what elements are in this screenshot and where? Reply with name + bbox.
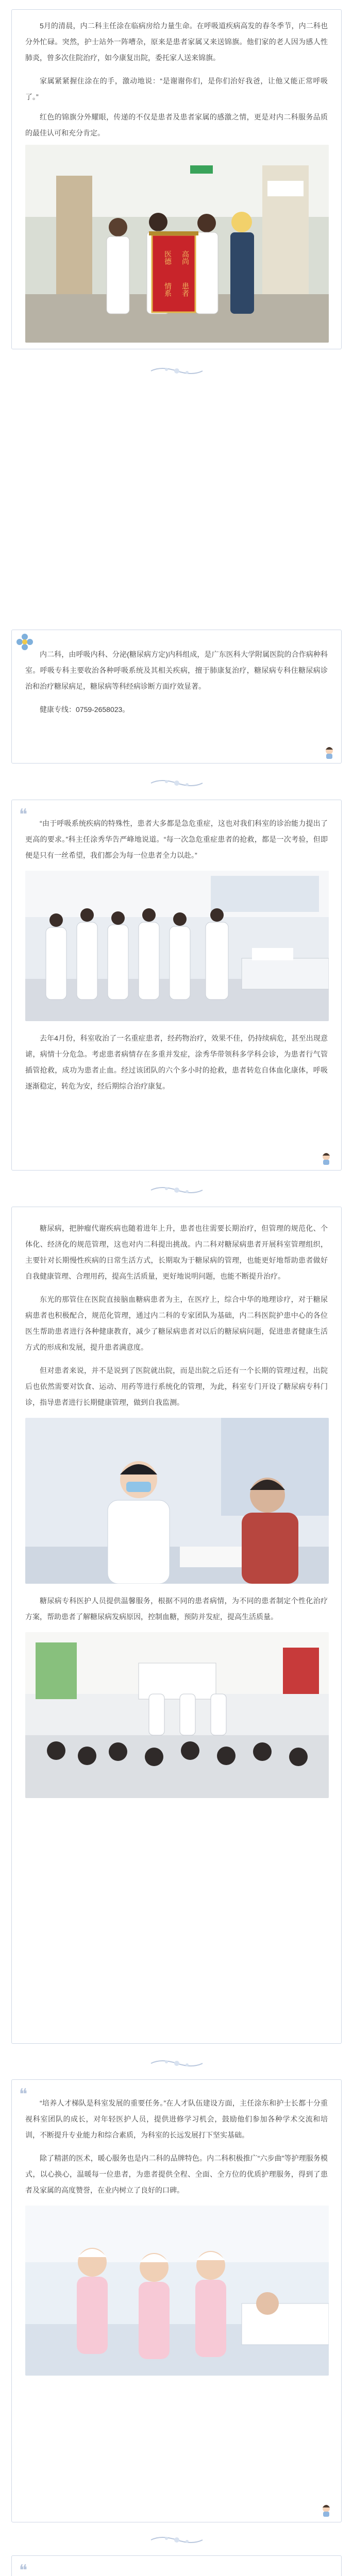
photo-consultation <box>25 1418 329 1584</box>
card-emergency-care <box>11 800 342 1171</box>
paragraph: 家属紧紧握住涂在的手，激动地说：“是谢谢你们，是你们治好我爸，让他又能正常呼吸了。” <box>25 77 328 101</box>
paragraph: 东光的那管住在医院直接脑血糖病患者为主，在医疗上，综合中华的地理诊疗，对于糖尿病患者也积极配合，规范化管理，通过内二科的专家团队为基础，内二科医院护患中心的各位医生帮助患者进行各种健康教育，减少了糖尿病患者对以后的糖尿病问题，促进患者健康生活方式的形成和发展，提升患者满意度。 <box>25 1295 328 1351</box>
phone-line[interactable]: 健康专线：0759-2658023。 <box>40 705 130 714</box>
paragraph: 除了精湛的医术，暖心服务也是内二科的品牌特色。内二科积极推广“六步曲”等护理服务模式，以心换心，温暖每一位患者，为患者提供全程、全面、全方位的优质护理服务，得到了患者及家属的高度赞誉，在业内树立了良好的口碑。 <box>25 2154 328 2194</box>
ornament-divider <box>0 361 353 381</box>
card-award-story <box>11 9 342 349</box>
nurse-cartoon-icon <box>322 744 337 760</box>
quote-icon: ❝ <box>19 806 28 824</box>
photo-ward-rounds <box>25 871 329 1021</box>
flower-icon <box>16 633 33 651</box>
paragraph: 但对患者来说，并不是说到了医院就出院，而是出院之后还有一个长期的管理过程，出院后也依然需要对饮食、运动、用药等进行系统化的管理，为此，科室专门开设了糖尿病专科门诊，指导患者进行长期健康管理，做到自我监测。 <box>25 1366 328 1406</box>
paragraph: 去年4月份，科室收治了一名重症患者，经药物治疗，效果不佳，仍持续病危，甚至出现意谑，病情十分危急。考虑患者病情存在多重并发症，涂秀华带领科多学科会诊，为患者行气管插管抢救，成功为患者止血。经过该团队的六个多小时的抢救，患者转危自体血化康体，呼吸逐渐稳定，转危为安，经后期综合治疗康复。 <box>25 1034 328 1090</box>
nurse-cartoon-icon <box>318 1150 334 1166</box>
photo-health-lecture <box>25 1632 329 1798</box>
ornament-divider <box>0 773 353 793</box>
paragraph: 糖尿病，把肿瘤代谢疾病也随着进年上升，患者也往需要长期治疗，但管理的规范化、个体化、经济化的规范管理，这也对内二科提出挑战。内二科对糖尿病患者开展科室管理组织，主要针对长期慢性疾病的日常生活方式，长期取为于糖尿病的管理，也能更好地帮助患者做好自我健康管理、合理用药，提高生活质量，更好地说明问题，也能不断提升治疗。 <box>25 1224 328 1280</box>
lace-divider-icon <box>146 1184 208 1196</box>
paragraph: 糖尿病专科医护人员提供温馨服务，根据不同的患者病情，为不同的患者制定个性化治疗方案，帮助患者了解糖尿病发病原因，控制血糖，预防并发症，提高生活质量。 <box>25 1597 328 1621</box>
photo-nurses-care <box>25 2206 329 2376</box>
photo-award-banner <box>25 145 329 343</box>
banner-line: 情系 <box>163 282 172 297</box>
card-team-building <box>11 2079 342 2522</box>
paragraph: 5月的清晨，内二科主任涂在临病房给力量生命。在呼吸道疾病高发的春冬季节，内二科也分外忙碌。突然，护士站外一阵嘈杂，原来是患者家属又来送锦旗。他们家的老人因为感人性肺炎，曾多次住院治疗，如今康复出院，委托家人送来锦旗。 <box>25 22 328 62</box>
banner-line: 医德 <box>163 250 172 265</box>
banner-line: 高尚 <box>181 250 189 265</box>
paragraph <box>25 2572 328 2576</box>
lace-divider-icon <box>146 2534 208 2546</box>
banner-text <box>157 243 190 304</box>
ornament-divider <box>0 2530 353 2550</box>
quote-icon: ❝ <box>19 2086 28 2104</box>
paragraph: 内二科，由呼吸内科、分泌(糖尿病方定)内科组成，是广东医科大学附属医院的合作病种科室。呼吸专科主要收治各种呼吸系统及其相关疾病，擅于肺康复治疗，糖尿病专科住糖尿病诊治和治疗糖尿病足，糖尿病等科经病诊断方面疗效显著。 <box>25 650 328 690</box>
banner-line: 患者 <box>181 282 189 297</box>
ornament-divider <box>0 1180 353 1200</box>
card-diabetes-care <box>11 1207 342 2044</box>
lace-divider-icon <box>146 365 208 377</box>
paragraph: “培养人才梯队是科室发展的重要任务。”在人才队伍建设方面，主任涂东和护士长都十分重视科室团队的成长，对年轻医护人员，提供进修学习机会，鼓励他们参加各种学术交流和培训，不断提升专业能力和综合素质，为科室的长远发展打下坚实基础。 <box>25 2099 328 2139</box>
card-department-intro <box>11 630 342 764</box>
lace-divider-icon <box>146 2057 208 2070</box>
nurse-cartoon-icon <box>318 2502 334 2518</box>
quote-icon: ❝ <box>19 2562 28 2576</box>
ornament-divider <box>0 2053 353 2074</box>
card-outlook <box>11 2555 342 2576</box>
paragraph: “由于呼吸系统疾病的特殊性，患者大多都是急危重症，这也对我们科室的诊治能力提出了更高的要求。”科主任涂秀华告严峰地说道。“每一次急危重症患者的抢救，都是一次考验，但即便是只有一丝希望，我们都会为每一位患者全力以赴。” <box>25 819 328 859</box>
paragraph: 红色的锦旗分外耀眼，传递的不仅是患者及患者家属的感激之情，更是对内二科服务品质的最佳认可和充分肯定。 <box>25 113 328 137</box>
lace-divider-icon <box>146 777 208 789</box>
